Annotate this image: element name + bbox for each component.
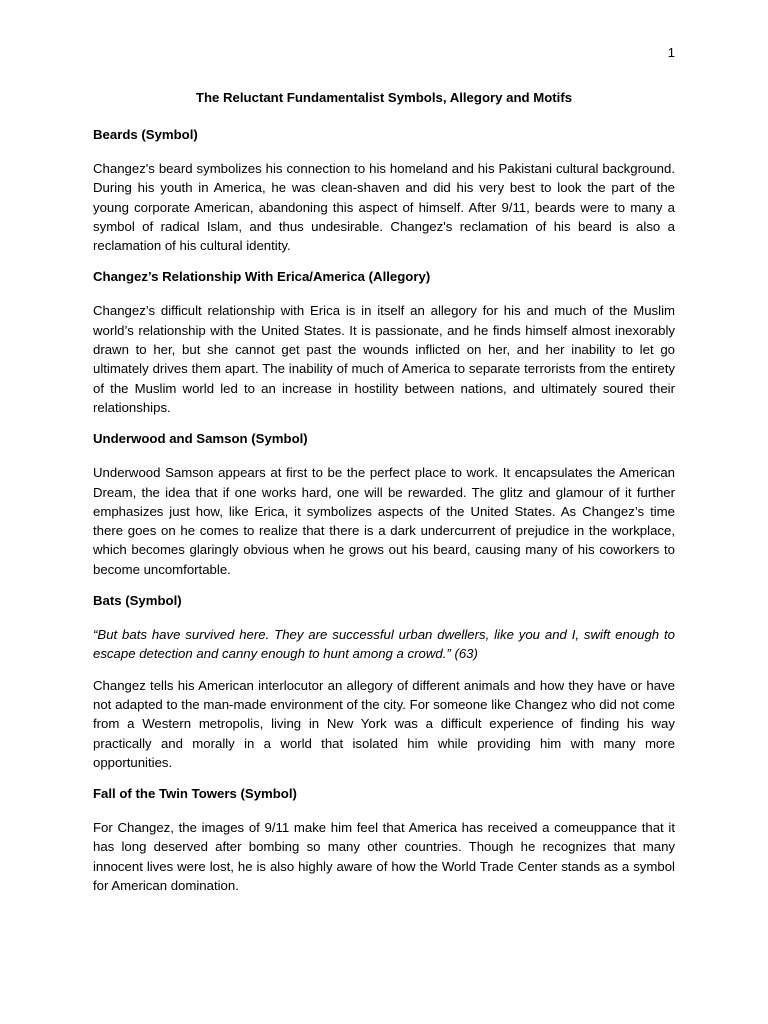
paragraph-bats: Changez tells his American interlocutor an allegory of different animals and how they have or have not adapted to the man-made environment of the city. For someone like Changez who did not come from a Western metropolis, living in New York was a difficult experience of finding his way practically and morally in a world that isolated him while providing him with many more opportunities.	[93, 677, 675, 770]
document-body	[93, 88, 675, 907]
paragraph-beards: Changez's beard symbolizes his connection to his homeland and his Pakistani cultural background. During his youth in America, he was clean-shaven and did his very best to look the part of the young corporate American, abandoning this aspect of himself. After 9/11, beards were to many a symbol of radical Islam, and thus undesirable. Changez's reclamation of his beard is also a reclamation of his cultural identity.	[93, 161, 675, 254]
section-heading-erica-america: Changez’s Relationship With Erica/America (Allegory)	[93, 269, 431, 285]
page-number: 1	[667, 45, 675, 60]
section-heading-bats: Bats (Symbol)	[93, 593, 182, 609]
section-heading-beards: Beards (Symbol)	[93, 127, 198, 142]
paragraph-erica-america: Changez’s difficult relationship with Erica is in itself an allegory for his and much of the Muslim world’s relationship with the United States. It is passionate, and he finds himself almost inexorably drawn to her, but she cannot get past the wounds inflicted on her, and her inability to let go ultimately drives them apart. The inability of much of America to separate terrorists from the entirety of the Muslim world led to an increase in hostility between nations, and ultimately soured their relationships.	[93, 303, 675, 415]
paragraph-twin-towers: For Changez, the images of 9/11 make him feel that America has received a comeuppance that it has long deserved after bombing so many other countries. Though he recognizes that many innocent lives were lost, he is also highly aware of how the World Trade Center stands as a symbol for American domination.	[93, 820, 675, 894]
section-heading-underwood-samson: Underwood and Samson (Symbol)	[93, 431, 308, 447]
document-title: The Reluctant Fundamentalist Symbols, Allegory and Motifs	[195, 90, 573, 105]
paragraph-underwood-samson: Underwood Samson appears at first to be the perfect place to work. It encapsulates the American Dream, the idea that if one works hard, one will be rewarded. The glitz and glamour of it further emphasizes just how, like Erica, it symbolizes aspects of the United States. As Changez’s time there goes on he comes to realize that there is a dark undercurrent of prejudice in the workplace, which becomes glaringly obvious when he grows out his beard, causing many of his coworkers to become uncomfortable.	[93, 465, 675, 577]
quote-bats: “But bats have survived here. They are successful urban dwellers, like you and I, swift enough to escape detection and canny enough to hunt among a crowd.” (63)	[93, 627, 675, 662]
section-heading-twin-towers: Fall of the Twin Towers (Symbol)	[93, 786, 297, 802]
